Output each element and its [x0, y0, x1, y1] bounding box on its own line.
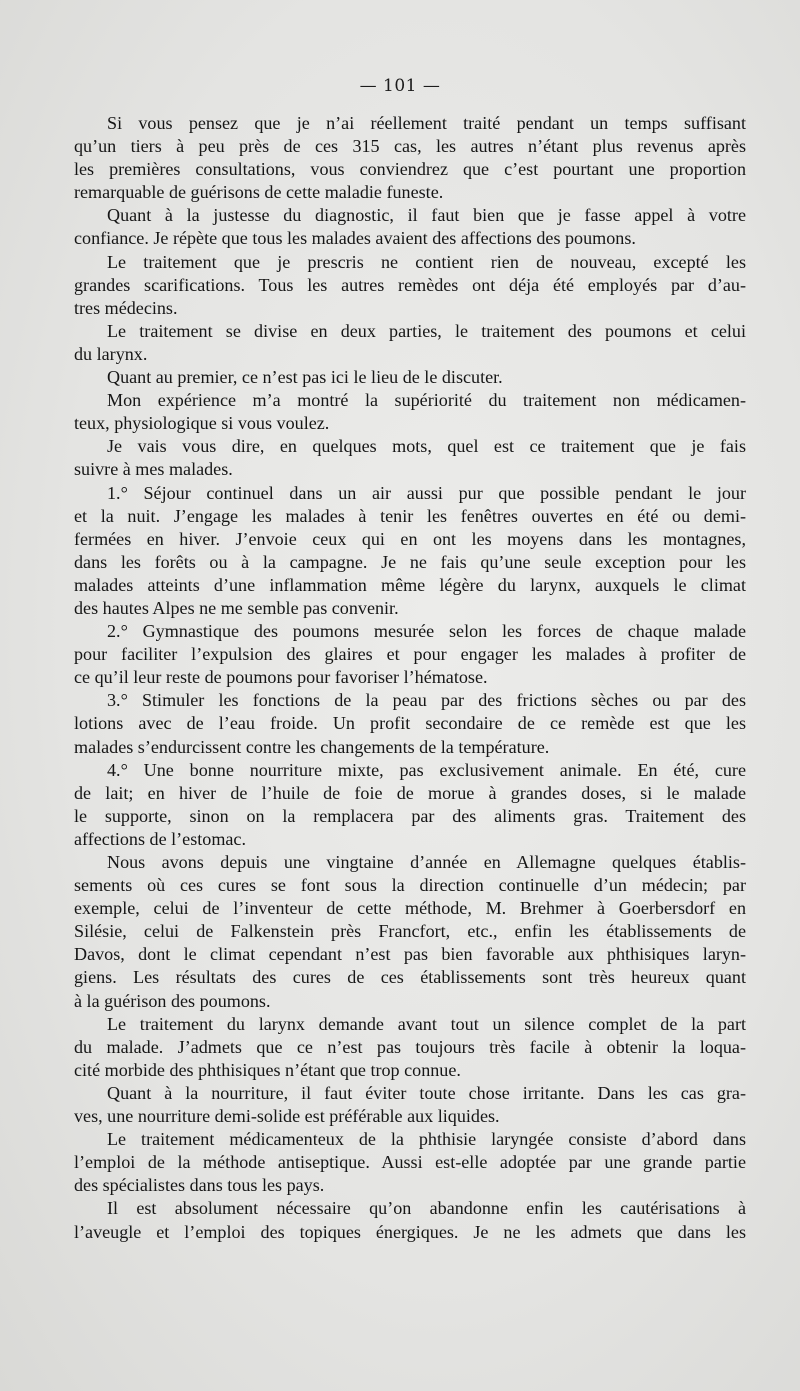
text-line: et la nuit. J’engage les malades à tenir les fenêtres ouvertes en été ou demi- [74, 505, 746, 526]
text-line: Le traitement que je prescris ne contient rien de nouveau, excepté les [107, 251, 746, 272]
text-line: ves, une nourriture demi-solide est préférable aux liquides. [74, 1106, 500, 1127]
text-line: 4.° Une bonne nourriture mixte, pas exclusivement animale. En été, cure [107, 759, 746, 780]
page-number: — 101 — [359, 76, 441, 96]
text-line: Le traitement se divise en deux parties, le traitement des poumons et celui [107, 320, 746, 341]
text-line: teux, physiologique si vous voulez. [74, 413, 330, 434]
text-line: Le traitement du larynx demande avant tout un silence complet de la part [107, 1013, 746, 1034]
text-line: 2.° Gymnastique des poumons mesurée selon les forces de chaque malade [107, 621, 746, 642]
text-line: suivre à mes malades. [74, 459, 233, 480]
text-line: tres médecins. [74, 297, 178, 318]
text-line: Mon expérience m’a montré la supériorité du traitement non médicamen- [107, 390, 746, 411]
text-line: Quant au premier, ce n’est pas ici le lieu de le discuter. [107, 367, 503, 388]
text-line: Je vais vous dire, en quelques mots, quel est ce traitement que je fais [107, 436, 746, 457]
text-line: des hautes Alpes ne me semble pas convenir. [74, 597, 399, 618]
text-line: de lait; en hiver de l’huile de foie de morue à grandes doses, si le malade [74, 782, 746, 803]
text-line: exemple, celui de l’inventeur de cette méthode, M. Brehmer à Goerbersdorf en [74, 898, 746, 919]
text-line: grandes scarifications. Tous les autres remèdes ont déja été employés par d’au- [74, 274, 746, 295]
text-line: des spécialistes dans tous les pays. [74, 1175, 325, 1196]
text-line: Nous avons depuis une vingtaine d’année en Allemagne quelques établis- [107, 852, 746, 872]
body-text [74, 112, 746, 1244]
text-line: malades atteints d’une inflammation même légère du larynx, auxquels le climat [74, 574, 746, 595]
text-line: Si vous pensez que je n’ai réellement traité pendant un temps suffisant [107, 113, 746, 133]
text-line: confiance. Je répète que tous les malades avaient des affections des poumons. [74, 228, 636, 249]
text-line: du malade. J’admets que ce n’est pas toujours très facile à obtenir la loqua- [74, 1036, 746, 1057]
text-line: pour faciliter l’expulsion des glaires et pour engager les malades à profiter de [74, 644, 746, 665]
text-line: le supporte, sinon on la remplacera par des aliments gras. Traitement des [74, 805, 746, 826]
text-line: cité morbide des phthisiques n’étant que trop connue. [74, 1059, 461, 1080]
text-line: remarquable de guérisons de cette maladie funeste. [74, 182, 444, 203]
text-line: sements où ces cures se font sous la direction continuelle d’un médecin; par [74, 875, 746, 896]
text-line: l’aveugle et l’emploi des topiques énergiques. Je ne les admets que dans les [74, 1221, 746, 1242]
text-line: giens. Les résultats des cures de ces établissements sont très heureux quant [74, 967, 746, 988]
text-line: l’emploi de la méthode antiseptique. Aussi est-elle adoptée par une grande partie [74, 1152, 746, 1173]
text-line: fermées en hiver. J’envoie ceux qui en ont les moyens dans les montagnes, [74, 528, 746, 549]
text-line: malades s’endurcissent contre les changements de la température. [74, 736, 550, 757]
text-line: les premières consultations, vous conviendrez que c’est pourtant une proportion [74, 159, 746, 180]
text-line: du larynx. [74, 343, 148, 364]
text-line: dans les forêts ou à la campagne. Je ne fais qu’une seule exception pour les [74, 551, 746, 572]
text-line: qu’un tiers à peu près de ces 315 cas, les autres n’étant plus revenus après [74, 136, 746, 157]
text-line: ce qu’il leur reste de poumons pour favoriser l’hématose. [74, 667, 488, 688]
text-line: Silésie, celui de Falkenstein près Francfort, etc., enfin les établissements de [74, 921, 746, 942]
text-line: Quant à la nourriture, il faut éviter toute chose irritante. Dans les cas gra- [107, 1082, 746, 1103]
text-line: Quant à la justesse du diagnostic, il faut bien que je fasse appel à votre [107, 205, 746, 226]
text-line: Il est absolument nécessaire qu’on abandonne enfin les cautérisations à [107, 1198, 746, 1219]
text-line: lotions avec de l’eau froide. Un profit secondaire de ce remède est que les [74, 713, 746, 734]
text-line: Davos, dont le climat cependant n’est pas bien favorable aux phthisiques laryn- [74, 944, 746, 965]
text-line: affections de l’estomac. [74, 828, 246, 849]
text-line: 3.° Stimuler les fonctions de la peau par des frictions sèches ou par des [107, 690, 746, 711]
text-line: à la guérison des poumons. [74, 990, 271, 1011]
text-line: 1.° Séjour continuel dans un air aussi pur que possible pendant le jour [107, 482, 746, 503]
text-line: Le traitement médicamenteux de la phthisie laryngée consiste d’abord dans [107, 1129, 746, 1150]
